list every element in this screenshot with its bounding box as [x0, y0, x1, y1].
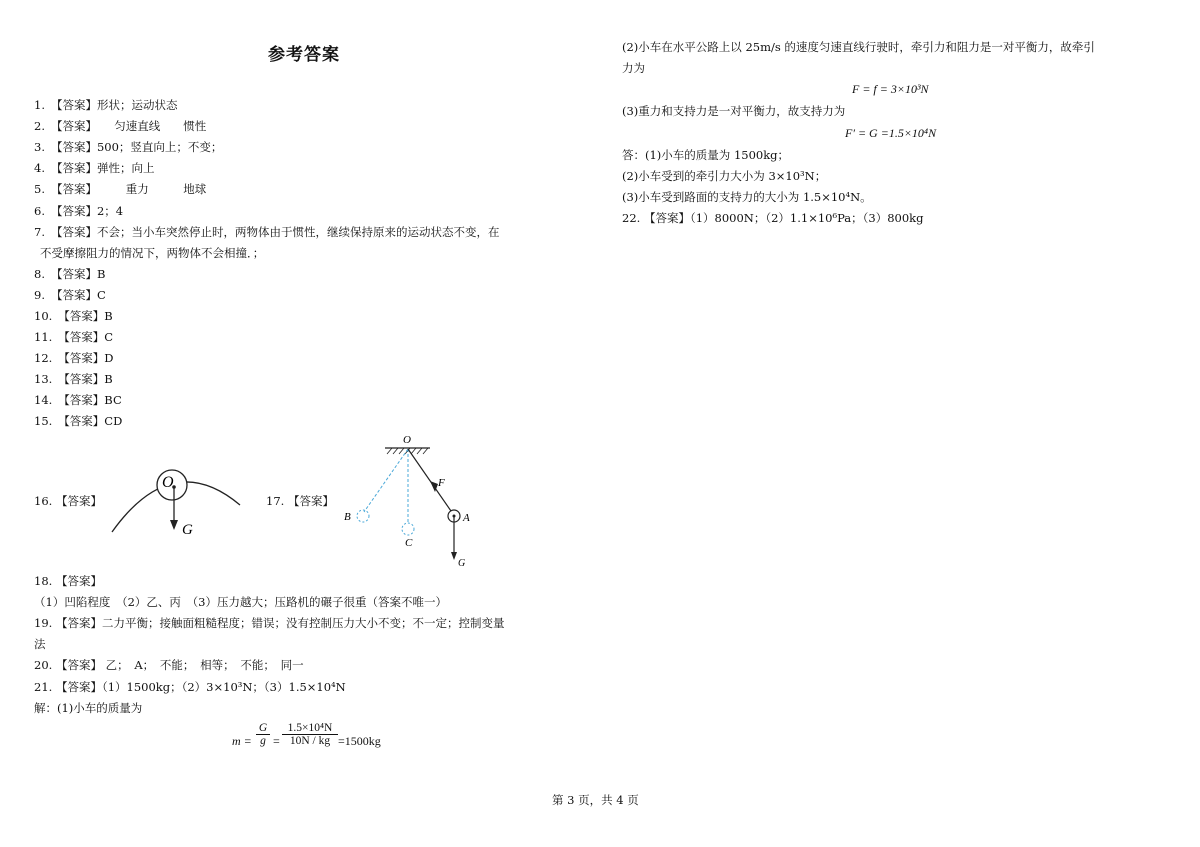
eq-lhs: m =: [232, 734, 252, 748]
answer-line: [34, 246, 264, 260]
answer-tag: 【答案】: [50, 161, 97, 175]
q18-body: （1）凹陷程度 （2）乙、丙 （3）压力越大；压路机的碾子很重（答案不唯一）: [34, 595, 447, 609]
eq-traction-force: F = f = 3×10³N: [852, 82, 929, 96]
answer-line: [34, 204, 123, 218]
answer-line: [34, 351, 114, 365]
fig17-ball-b: [357, 510, 369, 522]
answer-num: 12.: [34, 351, 53, 365]
eq-support-force: F′ = G =1.5×10⁴N: [845, 126, 937, 140]
answer-tag: 【答案】: [58, 309, 105, 323]
answer-num: 1.: [34, 98, 45, 112]
answer-text: B: [104, 372, 113, 386]
answer-summary-1: 答：(1)小车的质量为 1500kg；: [622, 148, 790, 162]
answer-text: C: [104, 330, 114, 344]
answer-text: B: [96, 267, 106, 281]
page-title: 参考答案: [268, 45, 340, 65]
q16-label: 16. 【答案】: [34, 494, 102, 508]
answer-tag: 【答案】: [50, 98, 97, 112]
answer-num: 15.: [34, 414, 53, 428]
fig17-gravity-arrowhead: [451, 552, 457, 560]
answer-num: 14.: [34, 393, 53, 407]
answer-tag: 【答案】: [58, 351, 105, 365]
answer-num: 5.: [34, 182, 45, 196]
answer-summary-2: (2)小车受到的牵引力大小为 3×10³N；: [622, 169, 827, 183]
fig17-label-b: B: [344, 511, 351, 523]
answer-text: 不受摩擦阻力的情况下，两物体不会相撞．；: [40, 246, 265, 260]
answer-num: 11.: [34, 330, 53, 344]
fig17-label-a: A: [463, 512, 470, 524]
answer-line: [34, 119, 206, 133]
eq-frac1-num: G: [256, 722, 270, 735]
answer-tag: 【答案】: [50, 182, 92, 196]
answer-line: [34, 98, 177, 112]
answer-num: 3.: [34, 140, 45, 154]
answer-tag: 【答案】: [58, 414, 105, 428]
answer-line: [34, 393, 122, 407]
fig16-diagram: [100, 460, 250, 545]
answer-line: [34, 140, 222, 154]
answer-tag: 【答案】: [50, 288, 97, 302]
eq-frac2-den: 10N / kg: [289, 735, 331, 747]
answer-text: 匀速直线 惯性: [91, 119, 207, 133]
answer-tag: 【答案】: [50, 119, 92, 133]
answer-num: 6.: [34, 204, 45, 218]
answer-tag: 【答案】: [58, 393, 105, 407]
page-footer: 第 3 页，共 4 页: [552, 793, 639, 807]
answer-line: [34, 330, 113, 344]
eq-equals: =: [273, 734, 280, 748]
right-line-1: (2)小车在水平公路上以 25m/s 的速度匀速直线行驶时，牵引力和阻力是一对平衡力，故牵引: [622, 40, 1095, 54]
right-line-2: 力为: [622, 61, 645, 75]
answer-text: B: [104, 309, 113, 323]
eq-result: =1500kg: [338, 734, 381, 748]
q21-solution: 解：(1)小车的质量为: [34, 701, 143, 715]
answer-line: [34, 225, 499, 239]
answer-tag: 【答案】: [50, 225, 97, 239]
answer-line: [34, 372, 113, 386]
answer-tag: 【答案】: [50, 267, 97, 281]
answer-tag: 【答案】: [58, 372, 105, 386]
answer-line: [34, 288, 106, 302]
q18-head: 18. 【答案】: [34, 574, 102, 588]
q19-line2: 法: [34, 637, 46, 651]
fig16-arrowhead: [170, 520, 178, 530]
answer-tag: 【答案】: [58, 330, 105, 344]
eq-frac1-den: g: [260, 735, 266, 747]
eq-frac2-num: 1.5×10⁴N: [282, 722, 338, 735]
answer-text: CD: [104, 414, 123, 428]
answer-text: 弹性；向上: [96, 161, 155, 175]
q21-head: 21. 【答案】（1）1500kg；（2）3×10³N；（3）1.5×10⁴N: [34, 680, 346, 694]
fig17-label-c: C: [405, 537, 413, 549]
answer-tag: 【答案】: [50, 204, 97, 218]
answer-line: [34, 161, 154, 175]
answer-num: 10.: [34, 309, 53, 323]
answer-text: D: [104, 351, 114, 365]
answer-num: 13.: [34, 372, 53, 386]
q20: 20. 【答案】 乙； A； 不能； 相等； 不能； 同一: [34, 658, 304, 672]
fig17-pivot-label: O: [403, 434, 411, 446]
fig17-ball-c: [402, 523, 414, 535]
eq-frac1: [256, 722, 270, 747]
answer-num: 9.: [34, 288, 45, 302]
answer-line: [34, 267, 105, 281]
answer-text: 500；竖直向上；不变；: [96, 140, 223, 154]
q22: 22. 【答案】（1）8000N；（2）1.1×10⁶Pa；（3）800kg: [622, 211, 924, 225]
right-line-3: (3)重力和支持力是一对平衡力，故支持力为: [622, 104, 846, 118]
answer-text: 形状；运动状态: [96, 98, 178, 112]
answer-num: 4.: [34, 161, 45, 175]
fig17-label-f: F: [438, 477, 445, 489]
answer-text: BC: [104, 393, 122, 407]
answer-summary-3: (3)小车受到路面的支持力的大小为 1.5×10⁴N。: [622, 190, 872, 204]
fig17-diagram: [340, 432, 480, 572]
answer-text: 重力 地球: [91, 182, 207, 196]
fig17-label-g: G: [458, 558, 466, 569]
answer-line: [34, 414, 122, 428]
answer-num: 2.: [34, 119, 45, 133]
answer-text: 不会；当小车突然停止时，两物体由于惯性，继续保持原来的运动状态不变，在: [96, 225, 500, 239]
answer-line: [34, 182, 206, 196]
q17-label: 17. 【答案】: [266, 494, 334, 508]
answer-text: 2；4: [96, 204, 124, 218]
fig16-center-label: O: [162, 474, 174, 491]
answer-tag: 【答案】: [50, 140, 97, 154]
answer-line: [34, 309, 113, 323]
fig17-string-b: [364, 449, 408, 512]
q19-line1: 19. 【答案】二力平衡；接触面粗糙程度；错误；没有控制压力大小不变；不一定；控制变量: [34, 616, 505, 630]
answer-num: 7.: [34, 225, 45, 239]
q21-equation: [232, 722, 392, 762]
fig16-force-label: G: [182, 522, 193, 538]
answer-text: C: [96, 288, 106, 302]
eq-frac2: [282, 722, 338, 747]
answer-num: 8.: [34, 267, 45, 281]
